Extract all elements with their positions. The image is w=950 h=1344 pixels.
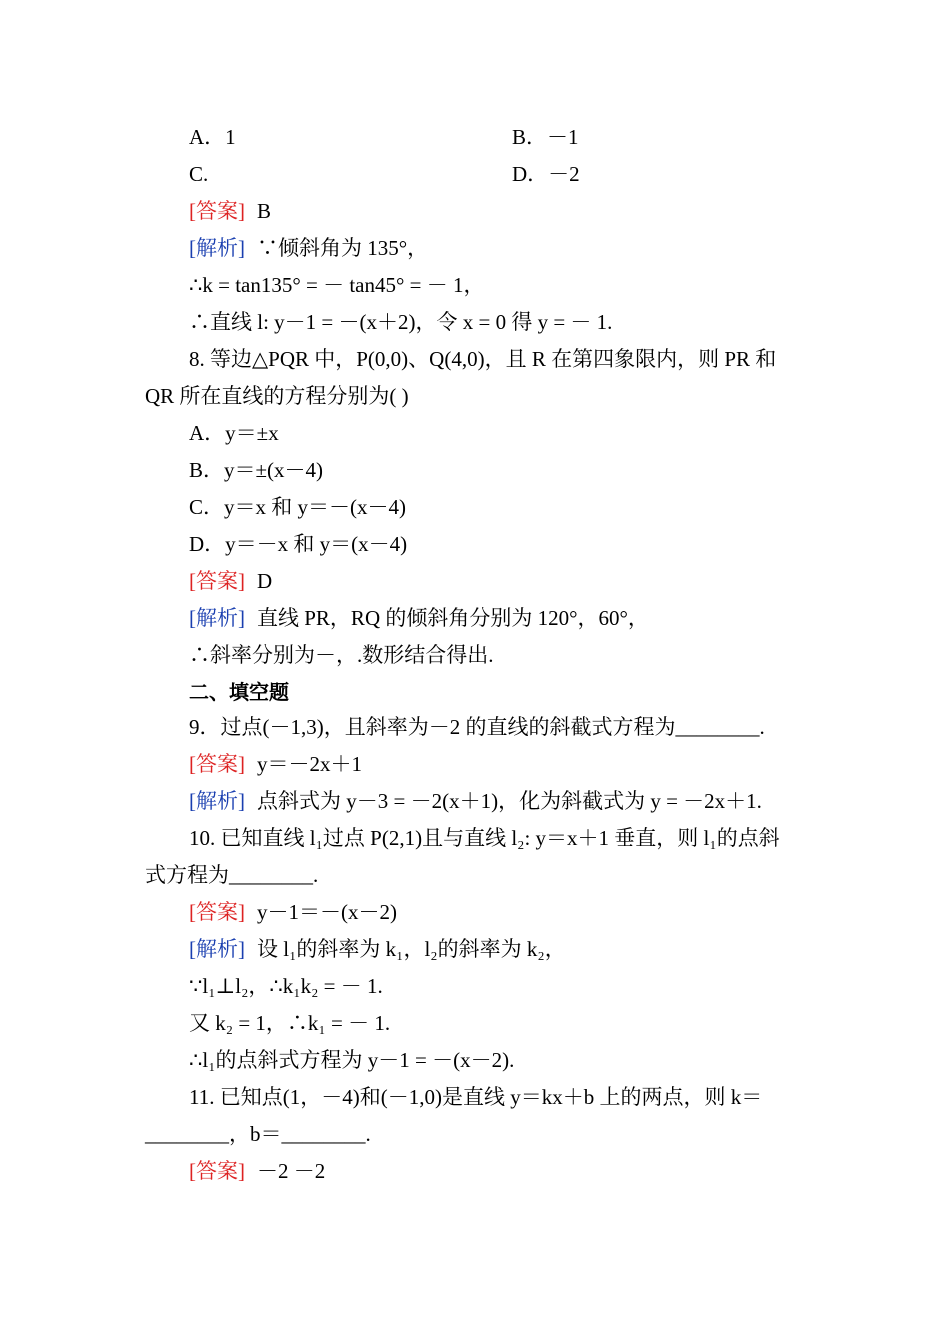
q11-answer: －2 －2 xyxy=(257,1159,326,1183)
q7-answer: B xyxy=(257,199,272,223)
q7-analysis-2: ∴k = tan135° = － tan45° = － 1， xyxy=(189,273,485,297)
analysis-tag: [解析] xyxy=(189,236,245,260)
q11-answer-line xyxy=(189,1156,325,1186)
analysis-tag: [解析] xyxy=(189,937,245,961)
q7-analysis-1: ∵倾斜角为 135°， xyxy=(257,236,429,260)
q10-answer: y－1＝－(x－2) xyxy=(257,900,397,924)
q10-analysis-4: ∴l₁的点斜式方程为 y－1 = －(x－2). xyxy=(189,1048,515,1072)
q8-answer-line xyxy=(189,566,272,596)
answer-tag: [答案] xyxy=(189,752,245,776)
q9-answer-line xyxy=(189,749,362,779)
answer-tag: [答案] xyxy=(189,569,245,593)
analysis-tag: [解析] xyxy=(189,789,245,813)
q7-answer-line xyxy=(189,196,271,226)
q8-option-c: C．y＝x 和 y＝－(x－4) xyxy=(189,495,406,519)
answer-tag: [答案] xyxy=(189,900,245,924)
q10-answer-line xyxy=(189,897,397,927)
q10-stem-2: 式方程为________. xyxy=(145,863,319,887)
q8-option-a: A．y＝±x xyxy=(189,421,279,445)
q10-analysis-line-1 xyxy=(189,934,566,964)
q10-analysis-3: 又 k₂ = 1，∴k₁ = － 1. xyxy=(189,1011,391,1035)
q11-stem-2: ________，b＝________. xyxy=(145,1122,371,1146)
q7-option-c: C. xyxy=(189,162,209,186)
q9-answer: y＝－2x＋1 xyxy=(257,752,362,776)
q9-analysis-line xyxy=(189,786,762,816)
q8-stem-1: 8. 等边△PQR 中，P(0,0)、Q(4,0)，且 R 在第四象限内，则 PR 和 xyxy=(189,347,777,371)
q8-stem-2: QR 所在直线的方程分别为( ) xyxy=(145,384,409,408)
answer-tag: [答案] xyxy=(189,1159,245,1183)
q8-analysis-line-1 xyxy=(189,603,649,633)
q10-analysis-1: 设 l₁的斜率为 k₁，l₂的斜率为 k₂， xyxy=(257,937,566,961)
q10-analysis-2: ∵l₁⊥l₂，∴k₁k₂ = － 1. xyxy=(189,974,383,998)
q7-option-b: B．－1 xyxy=(512,125,579,149)
q8-option-d: D．y＝－x 和 y＝(x－4) xyxy=(189,532,408,556)
q10-stem-1: 10. 已知直线 l₁过点 P(2,1)且与直线 l₂: y＝x＋1 垂直，则 l₁的点斜 xyxy=(189,826,780,850)
q8-option-b: B．y＝±(x－4) xyxy=(189,458,324,482)
answer-tag: [答案] xyxy=(189,199,245,223)
q11-stem-1: 11. 已知点(1，－4)和(－1,0)是直线 y＝kx＋b 上的两点，则 k＝ xyxy=(189,1085,763,1109)
analysis-tag: [解析] xyxy=(189,606,245,630)
q8-answer: D xyxy=(257,569,273,593)
section-title: 二、填空题 xyxy=(189,680,289,704)
q9-analysis: 点斜式为 y－3 = －2(x＋1)，化为斜截式为 y = －2x＋1. xyxy=(257,789,762,813)
q8-analysis-1: 直线 PR，RQ 的倾斜角分别为 120°，60°， xyxy=(257,606,649,630)
q7-analysis-line-1 xyxy=(189,233,428,263)
q7-option-a: A．1 xyxy=(189,125,236,149)
q7-analysis-3: ∴直线 l: y－1 = －(x＋2)，令 x = 0 得 y = － 1. xyxy=(189,310,613,334)
q9-stem: 9．过点(－1,3)，且斜率为－2 的直线的斜截式方程为________. xyxy=(189,715,765,739)
q8-analysis-2: ∴斜率分别为－，.数形结合得出. xyxy=(189,643,494,667)
q7-option-d: D．－2 xyxy=(512,162,580,186)
